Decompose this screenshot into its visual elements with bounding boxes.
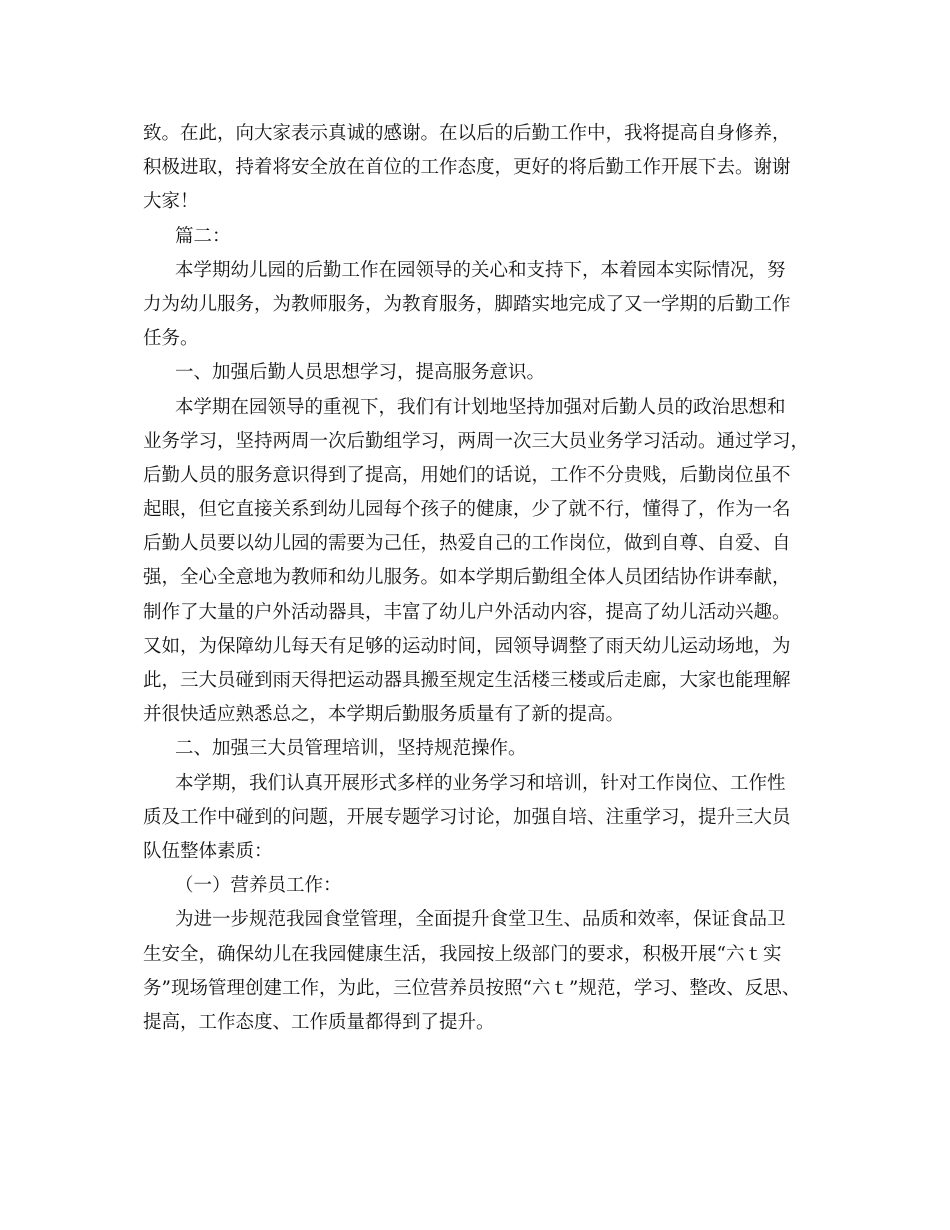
section-heading: 篇二： — [175, 225, 231, 247]
text-line: 后勤人员要以幼儿园的需要为己任，热爱自己的工作岗位，做到自尊、自爱、自 — [143, 533, 791, 555]
text-line: 制作了大量的户外活动器具，丰富了幼儿户外活动内容，提高了幼儿活动兴趣。 — [143, 601, 791, 623]
text-line: 积极进取，持着将安全放在首位的工作态度，更好的将后勤工作开展下去。谢谢 — [143, 157, 791, 179]
text-line: 此，三大员碰到雨天得把运动器具搬至规定生活楼三楼或后走廊，大家也能理解 — [143, 670, 791, 691]
text-line: 任务。 — [143, 328, 199, 350]
text-line: 提高，工作态度、工作质量都得到了提升。 — [143, 1011, 495, 1033]
section-heading: 二、加强三大员管理培训，坚持规范操作。 — [175, 738, 527, 760]
text-line: 质及工作中碰到的问题，开展专题学习讨论，加强自培、注重学习，提升三大员 — [143, 806, 791, 828]
document-body — [143, 117, 833, 1040]
text-line: 后勤人员的服务意识得到了提高，用她们的话说，工作不分贵贱，后勤岗位虽不 — [143, 464, 791, 486]
text-line: 致。在此，向大家表示真诚的感谢。在以后的后勤工作中，我将提高自身修养， — [143, 123, 791, 144]
text-line: 大家！ — [143, 191, 199, 213]
text-line: 强，全心全意地为教师和幼儿服务。如本学期后勤组全体人员团结协作讲奉献， — [143, 567, 791, 589]
text-line: 起眼，但它直接关系到幼儿园每个孩子的健康，少了就不行，懂得了，作为一名 — [143, 499, 791, 521]
text-line: 力为幼儿服务，为教师服务，为教育服务，脚踏实地完成了又一学期的后勤工作 — [143, 293, 791, 315]
text-line: 本学期，我们认真开展形式多样的业务学习和培训，针对工作岗位、工作性 — [175, 772, 786, 794]
text-line: 业务学习，坚持两周一次后勤组学习，两周一次三大员业务学习活动。通过学习， — [143, 430, 810, 452]
text-line: 又如，为保障幼儿每天有足够的运动时间，园领导调整了雨天幼儿运动场地，为 — [143, 635, 791, 657]
subsection-heading: （一）营养员工作： — [175, 875, 342, 897]
text-line: 本学期在园领导的重视下，我们有计划地坚持加强对后勤人员的政治思想和 — [175, 396, 786, 418]
text-line: 本学期幼儿园的后勤工作在园领导的关心和支持下，本着园本实际情况，努 — [175, 259, 786, 281]
text-line: 生安全，确保幼儿在我园健康生活，我园按上级部门的要求，积极开展“六ｔ实 — [143, 943, 782, 965]
text-line: 并很快适应熟悉总之，本学期后勤服务质量有了新的提高。 — [143, 704, 625, 726]
text-line: 务”现场管理创建工作，为此，三位营养员按照“六ｔ”规范，学习、整改、反思、 — [143, 977, 801, 999]
text-line: 队伍整体素质： — [143, 840, 273, 862]
section-heading: 一、加强后勤人员思想学习，提高服务意识。 — [175, 362, 546, 384]
text-line: 为进一步规范我园食堂管理，全面提升食堂卫生、品质和效率，保证食品卫 — [175, 909, 786, 931]
